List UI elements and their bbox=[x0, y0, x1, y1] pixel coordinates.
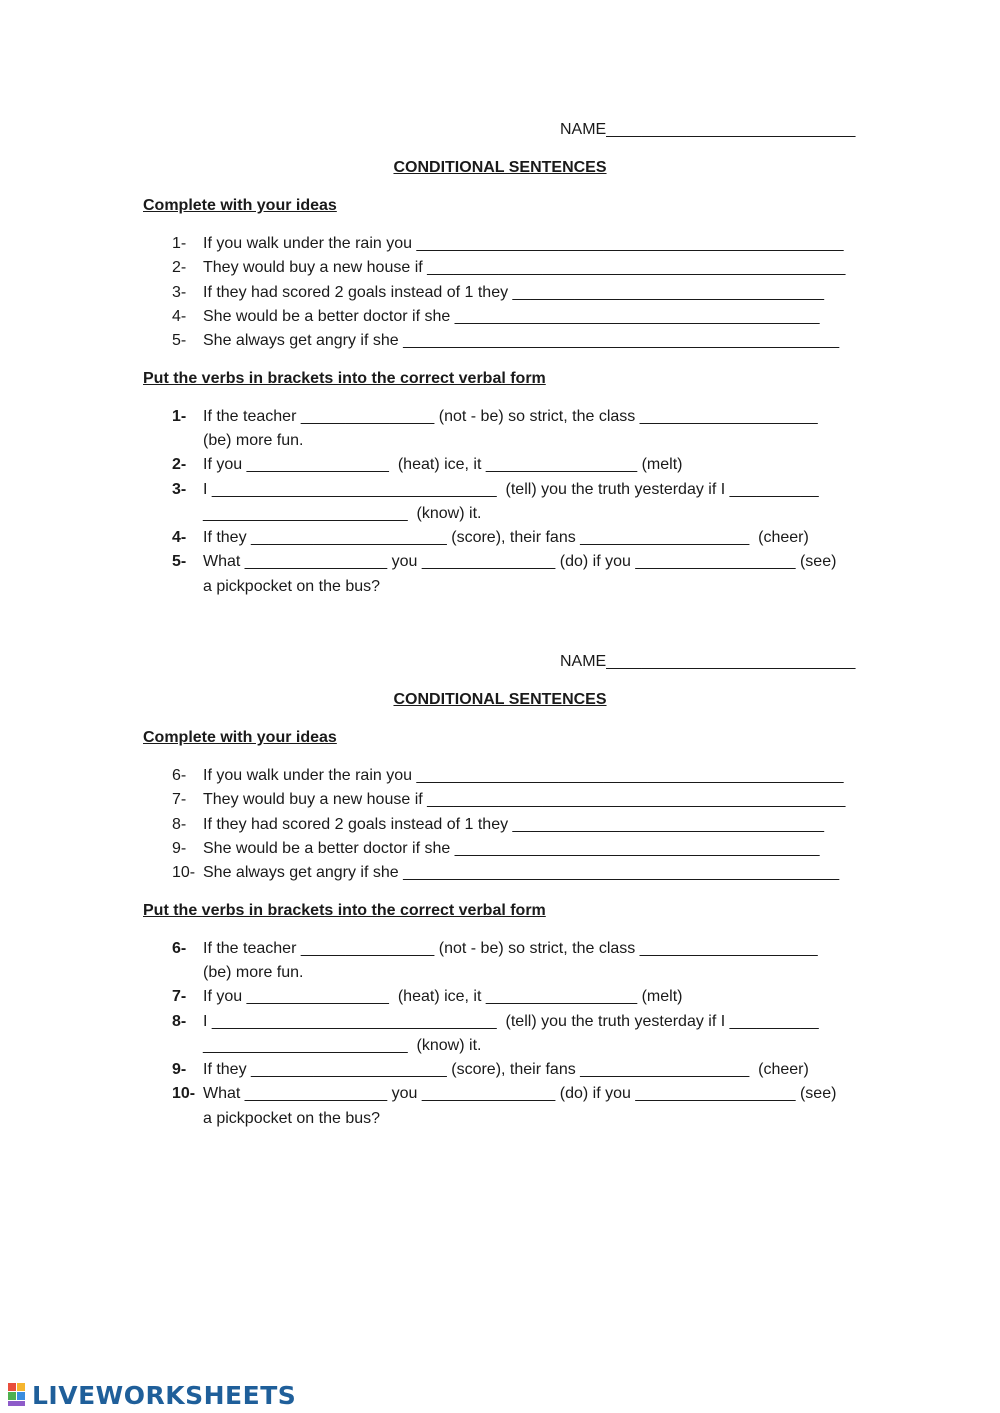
ideas-item: She would be a better doctor if she _________________________________________ bbox=[203, 840, 820, 857]
ideas-item: If they had scored 2 goals instead of 1 they ___________________________________ bbox=[203, 284, 824, 301]
item-number: 4- bbox=[172, 308, 187, 325]
item-number: 6- bbox=[172, 940, 187, 957]
verbs-item-line: I ________________________________ (tell) you the truth yesterday if I __________ bbox=[203, 481, 819, 498]
item-number: 5- bbox=[172, 332, 187, 349]
ideas-item: They would buy a new house if _______________________________________________ bbox=[203, 259, 846, 276]
item-number: 5- bbox=[172, 553, 187, 570]
item-number: 7- bbox=[172, 988, 187, 1005]
ideas-item: They would buy a new house if _______________________________________________ bbox=[203, 791, 846, 808]
item-number: 3- bbox=[172, 481, 187, 498]
item-number: 2- bbox=[172, 456, 187, 473]
verbs-item-line: _______________________ (know) it. bbox=[203, 505, 482, 522]
section-heading-ideas: Complete with your ideas bbox=[143, 197, 337, 214]
ideas-item: She always get angry if she _________________________________________________ bbox=[203, 864, 840, 881]
verbs-item-line: If the teacher _______________ (not - be) so strict, the class ____________________ bbox=[203, 408, 818, 425]
section-heading-verbs: Put the verbs in brackets into the correct verbal form bbox=[143, 370, 546, 387]
item-number: 8- bbox=[172, 1013, 187, 1030]
name-field-line: NAME____________________________ bbox=[560, 121, 856, 138]
verbs-item-line: If they ______________________ (score), their fans ___________________ (cheer) bbox=[203, 529, 809, 546]
worksheet-title: CONDITIONAL SENTENCES bbox=[393, 159, 607, 176]
verbs-item-line: a pickpocket on the bus? bbox=[203, 1110, 381, 1127]
ideas-item: If you walk under the rain you ________________________________________________ bbox=[203, 767, 844, 784]
verbs-item-line: I ________________________________ (tell) you the truth yesterday if I __________ bbox=[203, 1013, 819, 1030]
worksheet-title: CONDITIONAL SENTENCES bbox=[393, 691, 607, 708]
verbs-item-line: (be) more fun. bbox=[203, 432, 304, 449]
name-field-line: NAME____________________________ bbox=[560, 653, 856, 670]
item-number: 3- bbox=[172, 284, 187, 301]
section-heading-verbs: Put the verbs in brackets into the correct verbal form bbox=[143, 902, 546, 919]
verbs-item-line: (be) more fun. bbox=[203, 964, 304, 981]
liveworksheets-logo[interactable] bbox=[8, 1381, 296, 1409]
item-number: 10- bbox=[172, 864, 196, 881]
verbs-item-line: What ________________ you _______________ (do) if you __________________ (see) bbox=[203, 1085, 837, 1102]
verbs-item-line: What ________________ you _______________ (do) if you __________________ (see) bbox=[203, 553, 837, 570]
item-number: 4- bbox=[172, 529, 187, 546]
verbs-item-line: If the teacher _______________ (not - be) so strict, the class ____________________ bbox=[203, 940, 818, 957]
item-number: 9- bbox=[172, 1061, 187, 1078]
ideas-item: She always get angry if she _________________________________________________ bbox=[203, 332, 840, 349]
verbs-item-line: _______________________ (know) it. bbox=[203, 1037, 482, 1054]
logo-mark-icon bbox=[8, 1383, 30, 1407]
item-number: 2- bbox=[172, 259, 187, 276]
verbs-item-line: If you ________________ (heat) ice, it _________________ (melt) bbox=[203, 988, 683, 1005]
ideas-item: She would be a better doctor if she _________________________________________ bbox=[203, 308, 820, 325]
verbs-item-line: a pickpocket on the bus? bbox=[203, 578, 381, 595]
verbs-item-line: If they ______________________ (score), their fans ___________________ (cheer) bbox=[203, 1061, 809, 1078]
section-heading-ideas: Complete with your ideas bbox=[143, 729, 337, 746]
item-number: 1- bbox=[172, 408, 187, 425]
logo-text: LIVEWORKSHEETS bbox=[32, 1380, 297, 1410]
ideas-item: If you walk under the rain you ________________________________________________ bbox=[203, 235, 844, 252]
verbs-item-line: If you ________________ (heat) ice, it _________________ (melt) bbox=[203, 456, 683, 473]
item-number: 10- bbox=[172, 1085, 196, 1102]
item-number: 7- bbox=[172, 791, 187, 808]
item-number: 6- bbox=[172, 767, 187, 784]
item-number: 1- bbox=[172, 235, 187, 252]
item-number: 8- bbox=[172, 816, 187, 833]
ideas-item: If they had scored 2 goals instead of 1 they ___________________________________ bbox=[203, 816, 824, 833]
item-number: 9- bbox=[172, 840, 187, 857]
